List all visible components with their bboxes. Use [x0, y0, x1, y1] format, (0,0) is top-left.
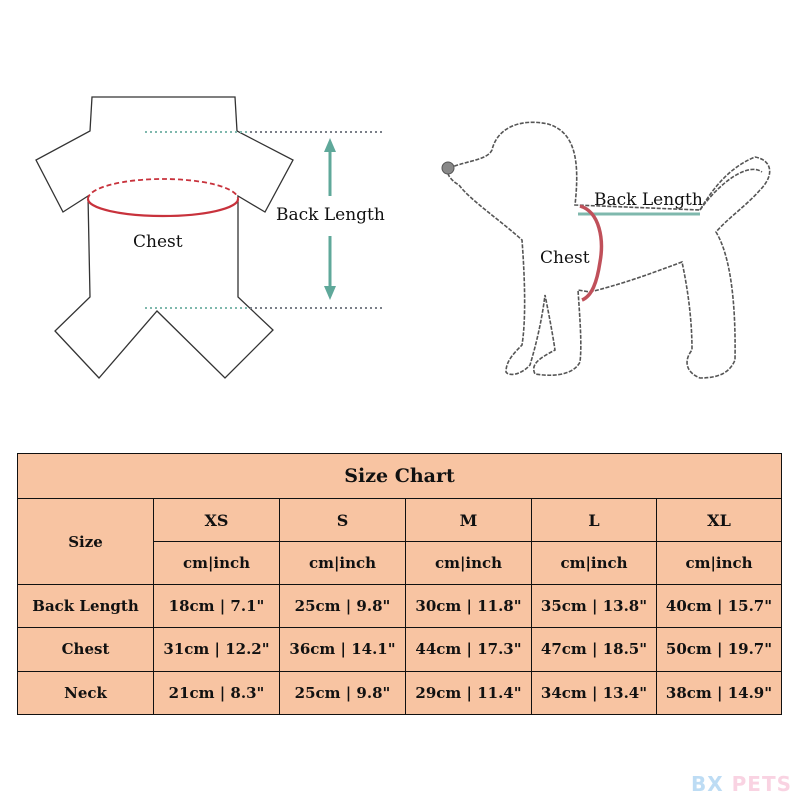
size-column-header: Size [18, 499, 154, 585]
size-header-l: L [532, 499, 657, 541]
size-header-xs: XS [154, 499, 280, 541]
unit-label: cm|inch [532, 541, 657, 584]
table-cell: 30cm | 11.8" [406, 584, 532, 627]
table-cell: 25cm | 9.8" [280, 584, 406, 627]
table-cell: 44cm | 17.3" [406, 628, 532, 671]
garment-back-length-label: Back Length [276, 205, 385, 225]
size-chart-table [17, 453, 782, 715]
table-cell: 40cm | 15.7" [657, 584, 782, 627]
table-cell: 29cm | 11.4" [406, 671, 532, 714]
table-cell: 38cm | 14.9" [657, 671, 782, 714]
table-cell: 36cm | 14.1" [280, 628, 406, 671]
dog-nose-icon [442, 162, 454, 174]
table-cell: 31cm | 12.2" [154, 628, 280, 671]
size-header-s: S [280, 499, 406, 541]
row-label: Neck [18, 671, 154, 714]
table-cell: 47cm | 18.5" [532, 628, 657, 671]
row-label: Back Length [18, 584, 154, 627]
dog-chest-label: Chest [540, 248, 590, 268]
unit-label: cm|inch [154, 541, 280, 584]
garment-chest-label: Chest [133, 232, 183, 252]
unit-label: cm|inch [280, 541, 406, 584]
brand-watermark [691, 772, 792, 796]
size-header-m: M [406, 499, 532, 541]
size-header-xl: XL [657, 499, 782, 541]
table-cell: 25cm | 9.8" [280, 671, 406, 714]
table-row-back-length [18, 584, 782, 627]
size-chart-title: Size Chart [18, 454, 782, 499]
dog-outline [448, 122, 770, 378]
unit-label: cm|inch [657, 541, 782, 584]
table-cell: 35cm | 13.8" [532, 584, 657, 627]
chest-line-back [88, 179, 238, 199]
table-cell: 21cm | 8.3" [154, 671, 280, 714]
dog-illustration [448, 122, 770, 378]
table-cell: 34cm | 13.4" [532, 671, 657, 714]
row-label: Chest [18, 628, 154, 671]
dog-back-length-label: Back Length [594, 190, 703, 210]
watermark-part-2: PETS [723, 772, 792, 796]
table-row-chest [18, 628, 782, 671]
watermark-part-1: BX [690, 772, 724, 796]
table-cell: 50cm | 19.7" [657, 628, 782, 671]
table-row-neck [18, 671, 782, 714]
unit-label: cm|inch [406, 541, 532, 584]
chest-line-front [88, 199, 238, 216]
table-cell: 18cm | 7.1" [154, 584, 280, 627]
